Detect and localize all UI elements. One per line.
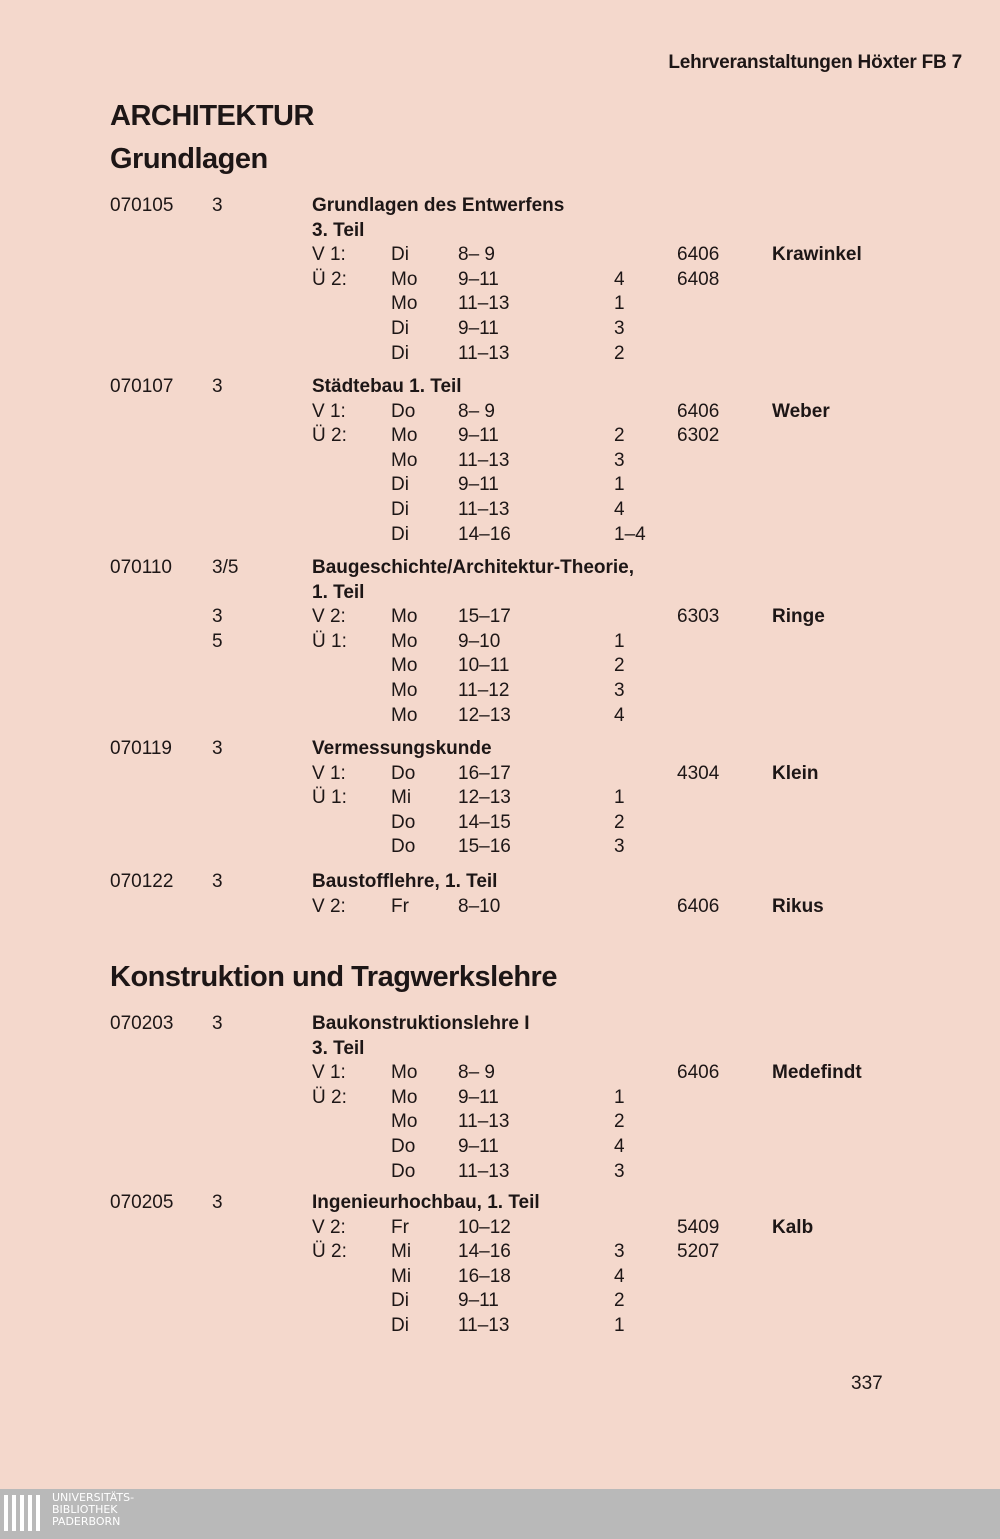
session-time: 11–13	[458, 293, 510, 315]
session-time: 8– 9	[458, 244, 495, 266]
session-day: Mo	[391, 679, 418, 701]
schedule-row	[0, 762, 1000, 787]
session-day: Do	[391, 1160, 416, 1182]
session-time: 9–11	[458, 1086, 499, 1108]
session-day: Mo	[391, 293, 418, 315]
schedule-row	[0, 1135, 1000, 1160]
library-name-line: UNIVERSITÄTS-	[52, 1491, 135, 1504]
course-hours: 3	[212, 871, 223, 892]
schedule-row	[0, 424, 1000, 449]
session-group: 2	[614, 425, 625, 447]
schedule-row	[0, 243, 1000, 268]
session-time: 14–15	[458, 811, 511, 833]
session-time: 11–13	[458, 342, 510, 364]
session-group: 1	[614, 474, 625, 496]
course-title: 3. Teil	[312, 1037, 365, 1059]
course-block	[0, 375, 1000, 547]
library-footer	[0, 1489, 1000, 1539]
session-time: 16–18	[458, 1265, 511, 1287]
session-group: 3	[614, 836, 625, 858]
course-number: 070107	[110, 376, 174, 397]
session-time: 9–11	[458, 1290, 499, 1312]
session-day: Mo	[391, 630, 418, 652]
course-title: 3. Teil	[312, 219, 365, 241]
schedule-row	[0, 400, 1000, 425]
session-type: Ü 1:	[312, 787, 347, 809]
session-day: Di	[391, 498, 409, 520]
schedule-row	[0, 835, 1000, 860]
course-title-row	[0, 194, 1000, 219]
schedule-row	[0, 786, 1000, 811]
session-group: 3	[614, 1241, 625, 1263]
course-block	[0, 556, 1000, 728]
session-group: 3	[614, 317, 625, 339]
session-time: 8– 9	[458, 1062, 495, 1084]
session-time: 14–16	[458, 1241, 511, 1263]
course-number: 070105	[110, 195, 174, 216]
session-day: Di	[391, 1314, 409, 1336]
session-day: Mi	[391, 1265, 412, 1287]
schedule-row	[0, 342, 1000, 367]
course-hours: 3	[212, 1013, 223, 1034]
session-time: 10–12	[458, 1216, 511, 1238]
session-time: 15–16	[458, 836, 511, 858]
schedule-row	[0, 523, 1000, 548]
session-time: 9–11	[458, 1135, 499, 1157]
session-day: Mo	[391, 655, 418, 677]
page-number: 337	[851, 1373, 883, 1394]
session-group: 1	[614, 630, 625, 652]
session-day: Mo	[391, 268, 418, 290]
lecturer-name: Rikus	[772, 895, 824, 917]
course-block	[0, 737, 1000, 860]
session-group: 2	[614, 1111, 625, 1133]
session-day: Di	[391, 523, 409, 545]
session-group: 3	[614, 1160, 625, 1182]
session-time: 9–11	[458, 317, 499, 339]
session-time: 11–13	[458, 449, 510, 471]
course-title: Grundlagen des Entwerfens	[312, 195, 565, 216]
session-day: Di	[391, 474, 409, 496]
course-hours: 3	[212, 195, 223, 216]
lecturer-name: Krawinkel	[772, 244, 862, 266]
section-heading-konstruktion: Konstruktion und Tragwerkslehre	[110, 961, 557, 993]
session-group: 4	[614, 1135, 625, 1157]
session-group: 3	[614, 679, 625, 701]
schedule-row	[0, 704, 1000, 729]
library-logo-icon	[4, 1495, 44, 1531]
session-time: 12–13	[458, 704, 511, 726]
session-group: 4	[614, 704, 625, 726]
session-group: 2	[614, 1290, 625, 1312]
session-group: 4	[614, 268, 625, 290]
schedule-row	[0, 473, 1000, 498]
session-time: 11–13	[458, 1111, 510, 1133]
session-group: 4	[614, 498, 625, 520]
session-type: Ü 2:	[312, 425, 347, 447]
course-title: Ingenieurhochbau, 1. Teil	[312, 1192, 540, 1213]
session-group: 2	[614, 811, 625, 833]
session-room: 5207	[677, 1241, 720, 1263]
session-type: Ü 1:	[312, 630, 347, 652]
session-hours: 5	[212, 630, 223, 652]
session-time: 8– 9	[458, 400, 495, 422]
session-group: 2	[614, 655, 625, 677]
course-number: 070110	[110, 557, 172, 578]
session-time: 9–10	[458, 630, 501, 652]
session-room: 5409	[677, 1216, 720, 1238]
session-time: 14–16	[458, 523, 511, 545]
course-block	[0, 1191, 1000, 1339]
session-type: Ü 2:	[312, 268, 347, 290]
course-block	[0, 870, 1000, 919]
session-time: 10–11	[458, 655, 510, 677]
session-day: Do	[391, 400, 416, 422]
schedule-row	[0, 317, 1000, 342]
course-number: 070203	[110, 1013, 174, 1034]
session-type: V 1:	[312, 244, 346, 266]
library-name-line: BIBLIOTHEK	[52, 1503, 118, 1516]
session-day: Mo	[391, 1111, 418, 1133]
course-title: Baukonstruktionslehre I	[312, 1013, 530, 1034]
lecturer-name: Medefindt	[772, 1062, 862, 1084]
course-title-row	[0, 219, 1000, 244]
session-room: 6406	[677, 400, 720, 422]
session-type: V 1:	[312, 1062, 346, 1084]
library-name-line: PADERBORN	[52, 1515, 121, 1528]
schedule-row	[0, 1216, 1000, 1241]
course-title-row	[0, 1037, 1000, 1062]
session-day: Mo	[391, 704, 418, 726]
session-group: 1	[614, 787, 625, 809]
lecturer-name: Ringe	[772, 606, 825, 628]
course-title: Baustofflehre, 1. Teil	[312, 871, 498, 892]
session-time: 11–13	[458, 1314, 510, 1336]
course-title: Baugeschichte/Architektur-Theorie,	[312, 557, 635, 578]
course-number: 070122	[110, 871, 174, 892]
lecturer-name: Weber	[772, 400, 830, 422]
session-time: 9–11	[458, 268, 499, 290]
schedule-row	[0, 1160, 1000, 1185]
session-group: 1–4	[614, 523, 646, 545]
session-type: Ü 2:	[312, 1086, 347, 1108]
course-title-row	[0, 1012, 1000, 1037]
section-heading-grundlagen: Grundlagen	[110, 143, 268, 175]
schedule-row	[0, 1110, 1000, 1135]
session-day: Do	[391, 762, 416, 784]
schedule-row	[0, 1086, 1000, 1111]
session-day: Mo	[391, 449, 418, 471]
session-time: 11–13	[458, 498, 510, 520]
session-time: 16–17	[458, 762, 511, 784]
session-type: V 1:	[312, 762, 346, 784]
schedule-row	[0, 811, 1000, 836]
session-time: 12–13	[458, 787, 511, 809]
session-group: 3	[614, 449, 625, 471]
session-room: 6406	[677, 895, 720, 917]
course-title-row	[0, 1191, 1000, 1216]
schedule-row	[0, 498, 1000, 523]
session-group: 1	[614, 1086, 625, 1108]
session-time: 11–12	[458, 679, 510, 701]
session-day: Mo	[391, 1086, 418, 1108]
session-type: V 1:	[312, 400, 346, 422]
course-hours: 3	[212, 376, 223, 397]
lecturer-name: Kalb	[772, 1216, 814, 1238]
course-number: 070205	[110, 1192, 174, 1213]
lecturer-name: Klein	[772, 762, 819, 784]
session-day: Mo	[391, 1062, 418, 1084]
session-day: Di	[391, 342, 409, 364]
schedule-row	[0, 268, 1000, 293]
session-type: Ü 2:	[312, 1241, 347, 1263]
course-title-row	[0, 870, 1000, 895]
session-day: Mo	[391, 606, 418, 628]
schedule-row	[0, 679, 1000, 704]
course-title-row	[0, 556, 1000, 581]
schedule-row	[0, 1265, 1000, 1290]
session-day: Mi	[391, 787, 412, 809]
course-title: 1. Teil	[312, 581, 365, 603]
schedule-row	[0, 449, 1000, 474]
schedule-row	[0, 1314, 1000, 1339]
session-day: Fr	[391, 895, 409, 917]
session-day: Di	[391, 244, 409, 266]
session-room: 6408	[677, 268, 720, 290]
session-time: 11–13	[458, 1160, 510, 1182]
session-room: 6406	[677, 244, 720, 266]
session-time: 8–10	[458, 895, 501, 917]
session-room: 6302	[677, 425, 720, 447]
schedule-row	[0, 1061, 1000, 1086]
session-group: 2	[614, 342, 625, 364]
schedule-row	[0, 630, 1000, 655]
session-group: 1	[614, 1314, 625, 1336]
session-time: 15–17	[458, 606, 511, 628]
schedule-row	[0, 605, 1000, 630]
session-day: Do	[391, 836, 416, 858]
schedule-row	[0, 292, 1000, 317]
session-type: V 2:	[312, 606, 346, 628]
session-room: 6406	[677, 1062, 720, 1084]
course-hours: 3	[212, 1192, 223, 1213]
course-title: Städtebau 1. Teil	[312, 376, 462, 397]
session-day: Mi	[391, 1241, 412, 1263]
course-block	[0, 1012, 1000, 1184]
session-hours: 3	[212, 606, 223, 628]
session-time: 9–11	[458, 474, 499, 496]
session-room: 4304	[677, 762, 720, 784]
session-day: Do	[391, 811, 416, 833]
course-number: 070119	[110, 738, 172, 759]
schedule-row	[0, 895, 1000, 920]
course-hours: 3	[212, 738, 223, 759]
document-title: ARCHITEKTUR	[110, 100, 314, 132]
course-block	[0, 194, 1000, 366]
schedule-row	[0, 1240, 1000, 1265]
session-day: Fr	[391, 1216, 409, 1238]
course-title-row	[0, 581, 1000, 606]
running-header: Lehrveranstaltungen Höxter FB 7	[668, 52, 962, 73]
session-day: Di	[391, 317, 409, 339]
session-day: Mo	[391, 425, 418, 447]
session-room: 6303	[677, 606, 720, 628]
session-time: 9–11	[458, 425, 499, 447]
session-group: 1	[614, 293, 625, 315]
library-name	[52, 1492, 134, 1528]
course-title-row	[0, 375, 1000, 400]
course-hours: 3/5	[212, 557, 239, 578]
schedule-row	[0, 1289, 1000, 1314]
session-day: Do	[391, 1135, 416, 1157]
schedule-row	[0, 654, 1000, 679]
session-type: V 2:	[312, 1216, 346, 1238]
course-title-row	[0, 737, 1000, 762]
session-type: V 2:	[312, 895, 346, 917]
session-day: Di	[391, 1290, 409, 1312]
course-title: Vermessungskunde	[312, 738, 492, 759]
session-group: 4	[614, 1265, 625, 1287]
